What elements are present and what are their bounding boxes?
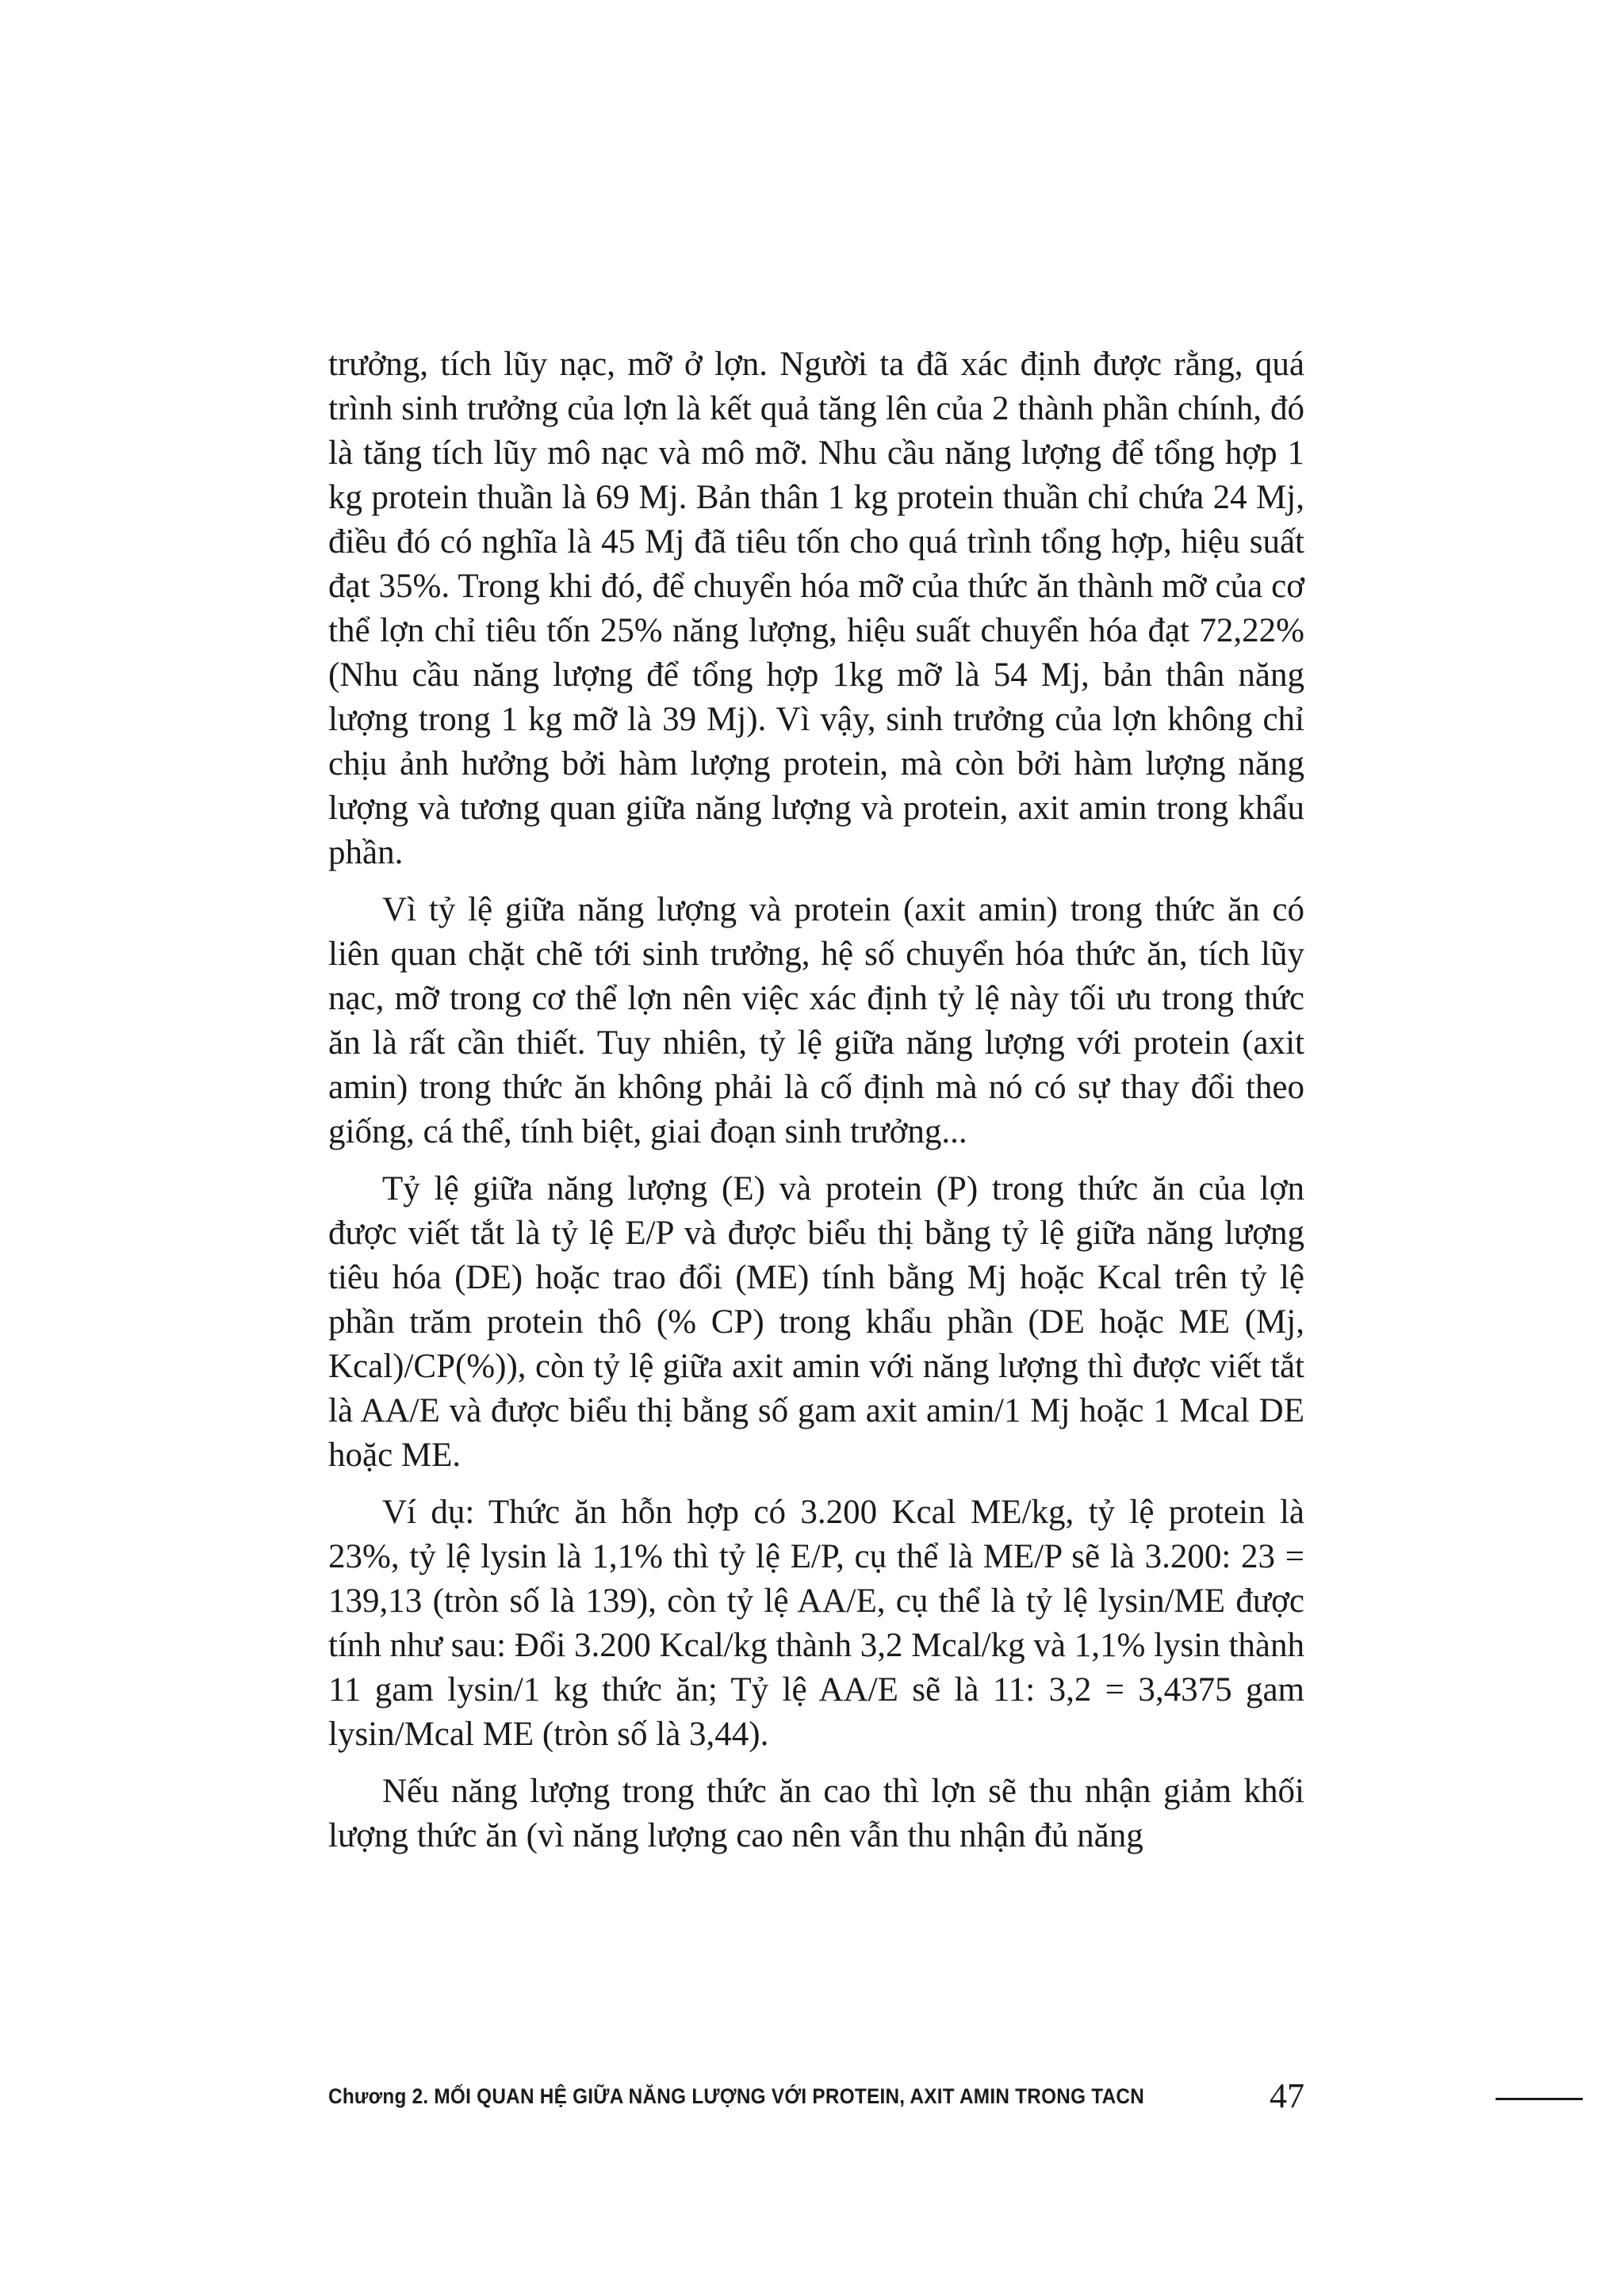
footer-divider: [1496, 2098, 1583, 2100]
page-footer: [328, 2072, 1304, 2120]
paragraph-high-energy: Nếu năng lượng trong thức ăn cao thì lợn sẽ thu nhận giảm khối lượng thức ăn (vì năng lượng cao nên vẫn thu nhận đủ năng: [328, 1773, 1304, 1854]
body-text: [328, 342, 1304, 1858]
paragraph-continued: trưởng, tích lũy nạc, mỡ ở lợn. Người ta đã xác định được rằng, quá trình sinh trưởng của lợn là kết quả tăng lên của 2 thành phần chính, đó là tăng tích lũy mô nạc và mô mỡ. Nhu cầu năng lượng để tổng hợp 1 kg protein thuần là 69 Mj. Bản thân 1 kg protein thuần chỉ chứa 24 Mj, điều đó có nghĩa là 45 Mj đã tiêu tốn cho quá trình tổng hợp, hiệu suất đạt 35%. Trong khi đó, để chuyển hóa mỡ của thức ăn thành mỡ của cơ thể lợn chỉ tiêu tốn 25% năng lượng, hiệu suất chuyển hóa đạt 72,22% (Nhu cầu năng lượng để tổng hợp 1kg mỡ là 54 Mj, bản thân năng lượng trong 1 kg mỡ là 39 Mj). Vì vậy, sinh trưởng của lợn không chỉ chịu ảnh hưởng bởi hàm lượng protein, mà còn bởi hàm lượng năng lượng và tương quan giữa năng lượng và protein, axit amin trong khẩu phần.: [328, 346, 1304, 871]
paragraph-energy-protein-ratio: Vì tỷ lệ giữa năng lượng và protein (axit amin) trong thức ăn có liên quan chặt chẽ tới sinh trưởng, hệ số chuyển hóa thức ăn, tích lũy nạc, mỡ trong cơ thể lợn nên việc xác định tỷ lệ này tối ưu trong thức ăn là rất cần thiết. Tuy nhiên, tỷ lệ giữa năng lượng với protein (axit amin) trong thức ăn không phải là cố định mà nó có sự thay đổi theo giống, cá thể, tính biệt, giai đoạn sinh trưởng...: [328, 891, 1304, 1150]
page-number: 47: [1270, 2076, 1304, 2115]
paragraph-ep-definition: Tỷ lệ giữa năng lượng (E) và protein (P) trong thức ăn của lợn được viết tắt là tỷ lệ E/P và được biểu thị bằng tỷ lệ giữa năng lượng tiêu hóa (DE) hoặc trao đổi (ME) tính bằng Mj hoặc Kcal trên tỷ lệ phần trăm protein thô (% CP) trong khẩu phần (DE hoặc ME (Mj, Kcal)/CP(%)), còn tỷ lệ giữa axit amin với năng lượng thì được viết tắt là AA/E và được biểu thị bằng số gam axit amin/1 Mj hoặc 1 Mcal DE hoặc ME.: [328, 1170, 1304, 1474]
chapter-title: Chương 2. MỐI QUAN HỆ GIỮA NĂNG LƯỢNG VỚI PROTEIN, AXIT AMIN TRONG TACN: [328, 2084, 1145, 2108]
paragraph-example: Ví dụ: Thức ăn hỗn hợp có 3.200 Kcal ME/kg, tỷ lệ protein là 23%, tỷ lệ lysin là 1,1% thì tỷ lệ E/P, cụ thể là ME/P sẽ là 3.200: 23 = 139,13 (tròn số là 139), còn tỷ lệ AA/E, cụ thể là tỷ lệ lysin/ME được tính như sau: Đổi 3.200 Kcal/kg thành 3,2 Mcal/kg và 1,1% lysin thành 11 gam lysin/1 kg thức ăn; Tỷ lệ AA/E sẽ là 11: 3,2 = 3,4375 gam lysin/Mcal ME (tròn số là 3,44).: [328, 1494, 1304, 1753]
